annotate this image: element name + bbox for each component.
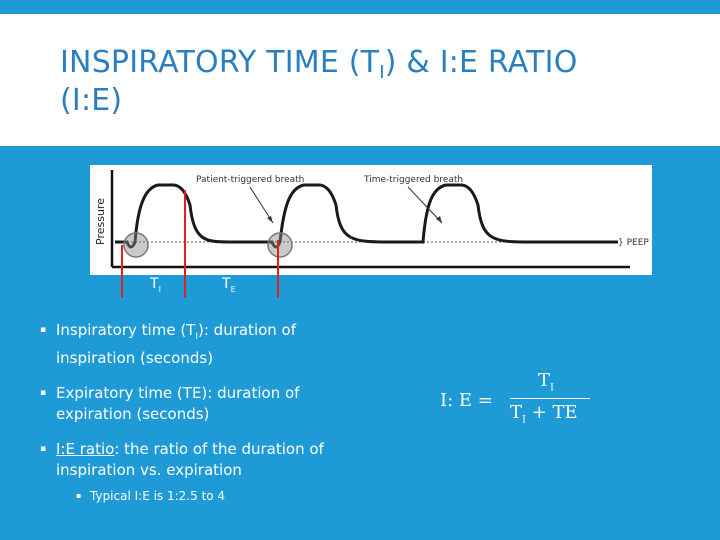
peep-label: } PEEP <box>618 238 649 248</box>
y-axis-label: Pressure <box>94 198 107 245</box>
bullet-1-text-a: Inspiratory time (T <box>56 321 196 339</box>
formula-num-sub: I <box>550 382 554 394</box>
te-label-sub: E <box>230 284 236 294</box>
formula-denominator <box>510 402 578 426</box>
ti-label-sub: I <box>158 284 161 294</box>
te-label-main: T <box>222 276 231 292</box>
annotation-patient-triggered: Patient-triggered breath <box>196 175 305 185</box>
annotation-time-triggered: Time-triggered breath <box>364 175 464 185</box>
title-line-2: (I:E) <box>60 83 123 118</box>
ti-label <box>150 276 161 294</box>
formula-den-main: T <box>510 402 523 423</box>
bullet-ie-ratio <box>40 439 340 505</box>
formula-den-sub: I <box>522 414 526 426</box>
subbullet-typical-ie <box>56 487 340 505</box>
title-part-1: INSPIRATORY TIME (T <box>60 45 380 80</box>
bullet-3-text: : the ratio of the duration of inspiration vs. expiration <box>56 440 324 479</box>
title-part-2: ) & I:E RATIO <box>384 45 578 80</box>
te-label <box>222 276 236 294</box>
formula-num-main: T <box>538 370 551 391</box>
bullet-2-text: Expiratory time (TE): duration of expiration (seconds) <box>56 384 300 423</box>
formula-den-rest: + TE <box>525 402 578 423</box>
bullet-dot: ▪ <box>40 325 47 335</box>
title-sub: I <box>379 62 385 83</box>
formula-lhs: I: E = <box>440 390 493 411</box>
bullet-list <box>40 320 340 519</box>
bullet-1-sub: I <box>195 332 198 342</box>
bullet-dot: ▪ <box>40 388 47 398</box>
ie-ratio-link[interactable]: I:E ratio <box>56 440 115 458</box>
bullet-1-text-b: ): duration of inspiration (seconds) <box>56 321 297 367</box>
fraction-bar <box>510 398 590 399</box>
bullet-inspiratory-time <box>40 320 340 369</box>
formula-numerator <box>538 370 554 394</box>
ti-label-main: T <box>150 276 159 292</box>
subbullet-text: Typical I:E is 1:2.5 to 4 <box>90 489 226 503</box>
bullet-dot: ▪ <box>40 444 47 454</box>
subbullet-dot: ▪ <box>76 491 82 500</box>
bullet-expiratory-time <box>40 383 340 425</box>
